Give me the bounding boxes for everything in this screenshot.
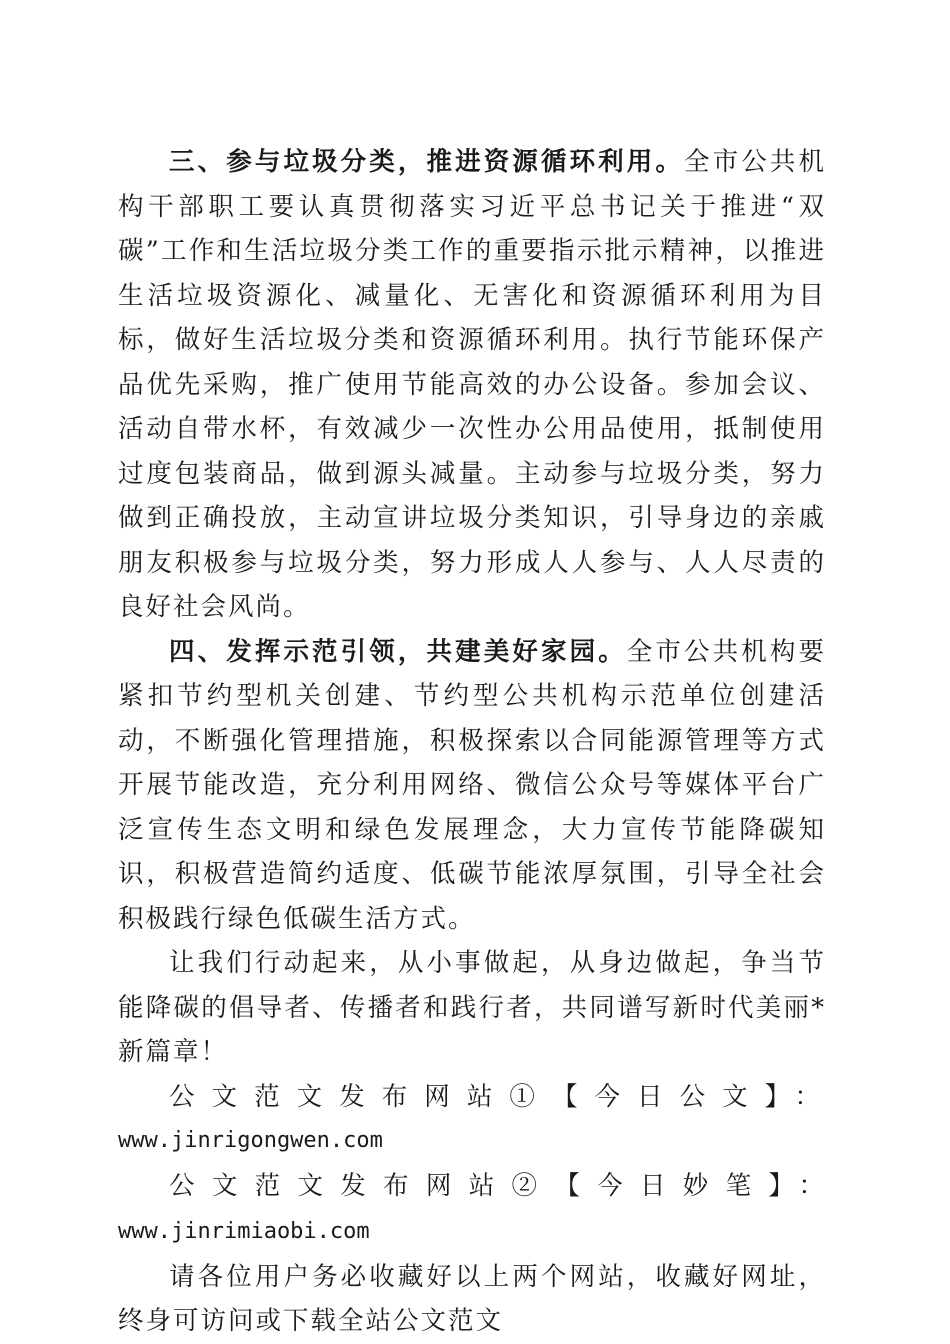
site2-label: 公文范文发布网站②【今日妙笔】： [169, 1170, 826, 1201]
notice-paragraph: 请各位用户务必收藏好以上两个网站，收藏好网址，终身可访问或下载全站公文范文 [118, 1261, 826, 1336]
site2-url[interactable]: www.jinrimiaobi.com [118, 1219, 370, 1244]
section-4-paragraph [118, 630, 826, 942]
site1-label: 公文范文发布网站①【今日公文】： [169, 1081, 826, 1112]
site1-url[interactable]: www.jinrigongwen.com [118, 1128, 383, 1153]
section-4-body: 全市公共机构要紧扣节约型机关创建、节约型公共机构示范单位创建活动，不断强化管理措施，积极探索以合同能源管理等方式开展节能改造，充分利用网络、微信公众号等媒体平台广泛宣传生态文明和绿色发展理念，大力宣传节能降碳知识，积极营造简约适度、低碳节能浓厚氛围，引导全社会积极践行绿色低碳生活方式。 [118, 636, 826, 934]
section-4-heading: 四、发挥示范引领，共建美好家园。 [169, 636, 627, 667]
closing-paragraph: 让我们行动起来，从小事做起，从身边做起，争当节能降碳的倡导者、传播者和践行者，共同谱写新时代美丽*新篇章！ [118, 948, 826, 1067]
section-3-heading: 三、参与垃圾分类，推进资源循环利用。 [169, 147, 685, 177]
section-3-paragraph [118, 140, 826, 630]
section-3-body: 全市公共机构干部职工要认真贯彻落实习近平总书记关于推进“双碳”工作和生活垃圾分类工作的重要指示批示精神，以推进生活垃圾资源化、减量化、无害化和资源循环利用为目标，做好生活垃圾分类和资源循环利用。执行节能环保产品优先采购，推广使用节能高效的办公设备。参加会议、活动自带水杯，有效减少一次性办公用品使用，抵制使用过度包装商品，做到源头减量。主动参与垃圾分类，努力做到正确投放，主动宣讲垃圾分类知识，引导身边的亲戚朋友积极参与垃圾分类，努力形成人人参与、人人尽责的良好社会风尚。 [118, 147, 826, 622]
site2-line [118, 1164, 826, 1255]
